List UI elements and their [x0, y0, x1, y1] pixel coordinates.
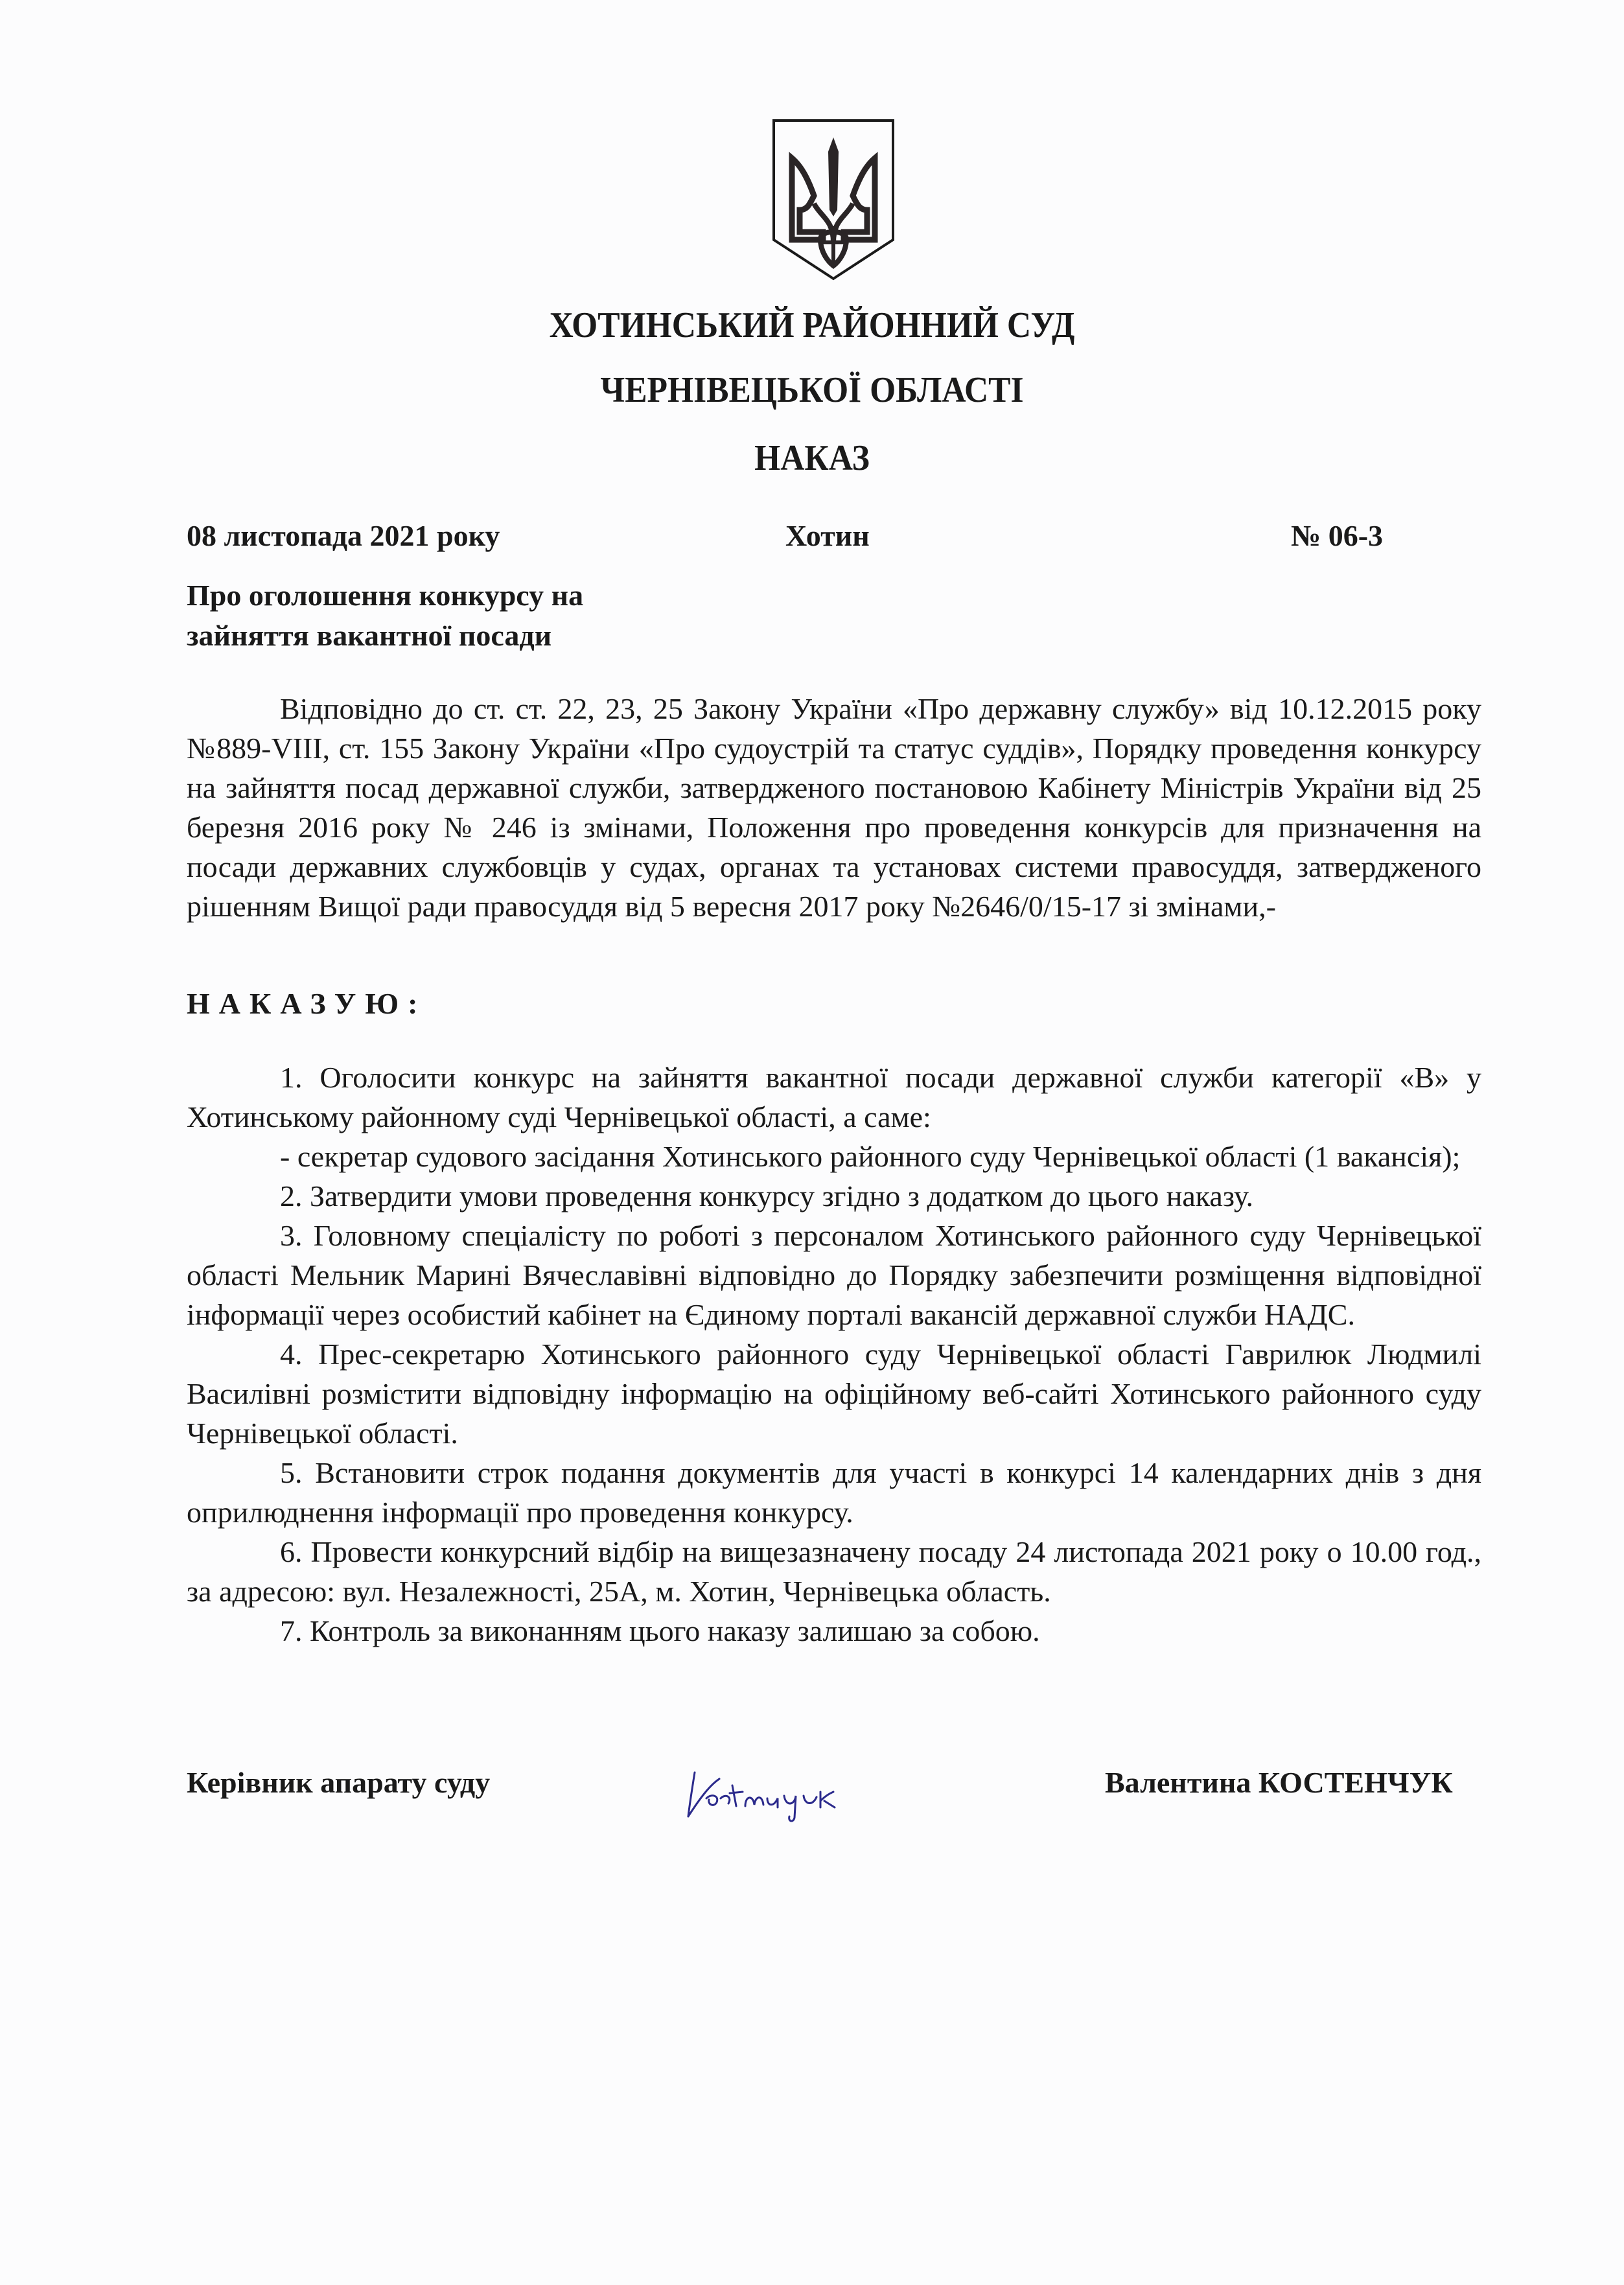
order-item: 3. Головному спеціалісту по роботі з персоналом Хотинського районного суду Чернівецької області Мельник Марині Вячеславівні відповідно до Порядку забезпечити розміщення відповідної інформації через особистий кабінет на Єдиному порталі вакансій державної служби НАДС. — [187, 1219, 1481, 1331]
order-item: 2. Затвердити умови проведення конкурсу згідно з додатком до цього наказу. — [280, 1179, 1253, 1212]
order-item: 5. Встановити строк подання документів для участі в конкурсі 14 календарних днів з дня оприлюднення інформації про проведення конкурсу. — [187, 1456, 1481, 1529]
preamble-paragraph: Відповідно до ст. ст. 22, 23, 25 Закону України «Про державну службу» від 10.12.2015 року №889-VIII, ст. 155 Закону України «Про судоустрій та статус суддів», Порядку проведення конкурсу на зайняття посад державної служби, затвердженого постановою Кабінету Міністрів України від 25 березня 2016 року № 246 із змінами, Положення про проведення конкурсів для призначення на посади державних службовців у судах, органах та установах системи правосуддя, затвердженого рішенням Вищої ради правосуддя від 5 вересня 2017 року №2646/0/15-17 зі змінами,- — [187, 692, 1481, 923]
region-name: ЧЕРНІВЕЦЬКОЇ ОБЛАСТІ — [600, 370, 1024, 410]
subject-line: зайняття вакантної посади — [187, 619, 552, 652]
order-date: 08 листопада 2021 року — [187, 519, 500, 552]
coat-of-arms-icon — [769, 113, 898, 285]
preamble — [187, 689, 1481, 926]
court-name: ХОТИНСЬКИЙ РАЙОННИЙ СУД — [549, 305, 1075, 345]
signatory-title: Керівник апарату суду — [187, 1766, 491, 1799]
order-heading: НАКАЗУЮ: — [187, 987, 427, 1020]
order-city: Хотин — [785, 519, 870, 552]
order-item: 7. Контроль за виконанням цього наказу залишаю за собою. — [280, 1614, 1040, 1647]
order-item: - секретар судового засідання Хотинського районного суду Чернівецької області (1 вакансія); — [280, 1140, 1461, 1173]
order-item: 6. Провести конкурсний відбір на вищезазначену посаду 24 листопада 2021 року о 10.00 год., за адресою: вул. Незалежності, 25А, м. Хотин, Чернівецька область. — [187, 1535, 1481, 1608]
document-type: НАКАЗ — [754, 438, 870, 478]
order-item: 4. Прес-секретарю Хотинського районного суду Чернівецької області Гаврилюк Людмилі Василівні розмістити відповідну інформацію на офіційному веб-сайті Хотинського районного суду Чернівецької області. — [187, 1338, 1481, 1450]
handwritten-signature — [680, 1759, 862, 1824]
order-subject — [187, 575, 705, 656]
order-items — [187, 1058, 1481, 1651]
order-number: № 06-3 — [1291, 519, 1384, 552]
signatory-name: Валентина КОСТЕНЧУК — [1105, 1766, 1453, 1799]
order-item: 1. Оголосити конкурс на зайняття вакантної посади державної служби категорії «В» у Хотинському районному суді Чернівецької області, а саме: — [187, 1061, 1481, 1133]
subject-line: Про оголошення конкурсу на — [187, 579, 584, 612]
